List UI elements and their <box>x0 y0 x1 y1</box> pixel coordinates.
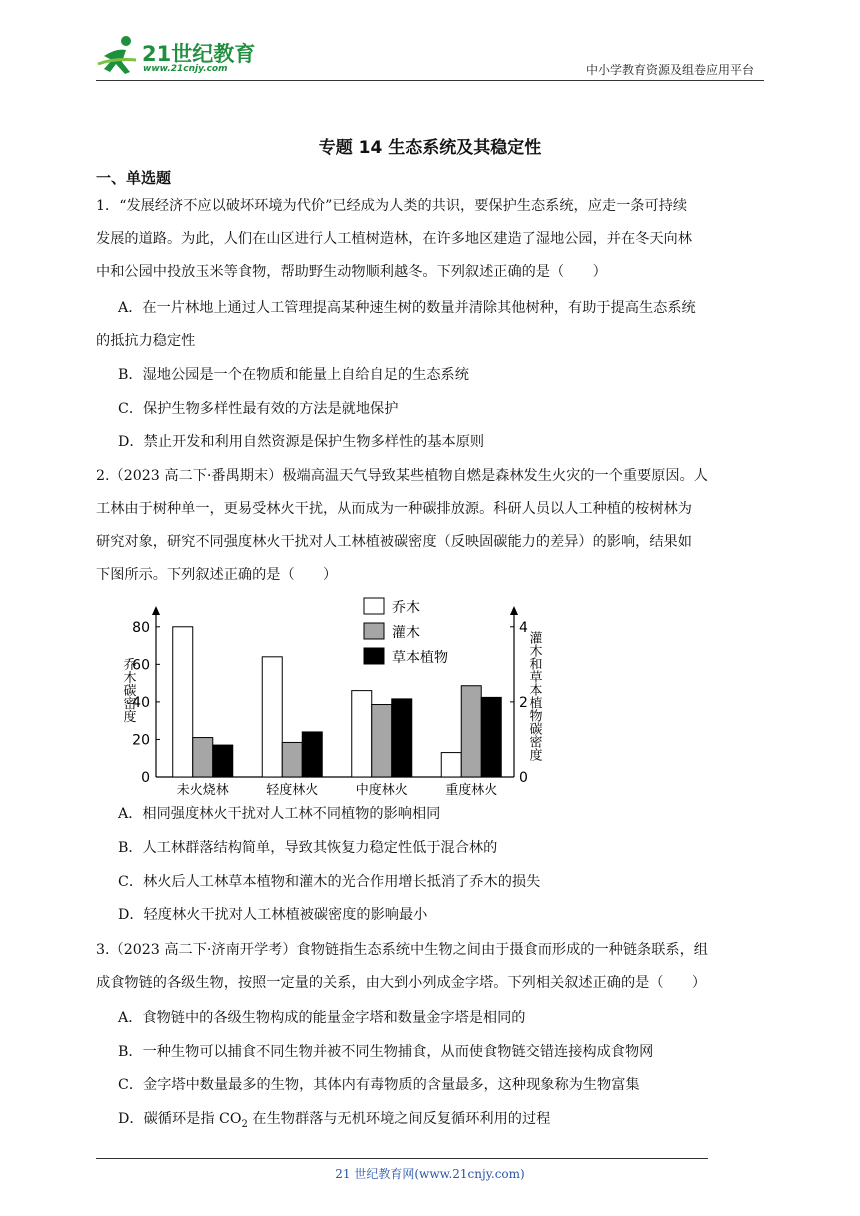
bar-3 <box>213 745 233 777</box>
q3-option-d <box>96 1103 764 1141</box>
q1-stem-line-3: 中和公园中投放玉米等食物，帮助野生动物顺利越冬。下列叙述正确的是（ ） <box>96 264 607 280</box>
q2-stem-line-3: 研究对象，研究不同强度林火干扰对人工林植被碳密度（反映固碳能力的差异）的影响，结果如 <box>96 534 692 550</box>
bar-3 <box>392 699 412 777</box>
q1-stem-line-2: 发展的道路。为此，人们在山区进行人工植树造林，在许多地区建造了湿地公园，并在冬天向林 <box>96 231 692 247</box>
platform-name: 中小学教育资源及组卷应用平台 <box>585 63 754 77</box>
y-axis-left-arrow <box>152 606 160 615</box>
y2-tick-label: 0 <box>519 770 528 786</box>
site-logo <box>96 34 266 80</box>
q2-stem-line-2: 工林由于树种单一，更易受林火干扰，从而成为一种碳排放源。科研人员以人工种植的桉树林为 <box>96 501 692 517</box>
bar-2 <box>282 742 302 777</box>
x-tick-label: 轻度林火 <box>266 783 319 798</box>
y-tick-label: 80 <box>132 619 150 636</box>
y-axis-right-arrow <box>510 606 518 615</box>
q3-stem-line-1: 3.（2023 高二下·济南开学考）食物链指生态系统中生物之间由于摄食而形成的一种链条联系，组 <box>96 942 708 958</box>
bar-1 <box>441 753 461 777</box>
legend-swatch <box>364 648 384 664</box>
q1-stem-line-1: 1．“发展经济不应以破坏环境为代价”已经成为人类的共识，要保护生态系统，应走一条可持续 <box>96 198 688 214</box>
runner-icon <box>96 34 140 76</box>
q3-option-c: C．金字塔中数量最多的生物，其体内有毒物质的含量最多，这种现象称为生物富集 <box>118 1077 640 1093</box>
q2-option-a: A．相同强度林火干扰对人工林不同植物的影响相同 <box>118 806 441 822</box>
q2-option-d: D．轻度林火干扰对人工林植被碳密度的影响最小 <box>118 907 428 923</box>
y-axis-label: 乔木碳密度 <box>120 657 136 723</box>
y-tick-label: 40 <box>132 694 150 711</box>
q1-option-d: D．禁止开发和利用自然资源是保护生物多样性的基本原则 <box>118 434 485 450</box>
bar-2 <box>461 686 481 777</box>
q2-option-b: B．人工林群落结构简单，导致其恢复力稳定性低于混合林的 <box>118 840 498 856</box>
q3-option-d-pre: D．碳循环是指 CO <box>118 1111 242 1127</box>
carbon-density-chart <box>118 596 542 802</box>
y2-tick-label: 4 <box>519 619 528 636</box>
legend-label: 草本植物 <box>392 650 448 666</box>
bar-3 <box>481 697 501 777</box>
bar-3 <box>302 732 322 777</box>
y-tick-label: 20 <box>132 732 150 749</box>
legend-swatch <box>364 598 384 614</box>
q3-stem-line-2: 成食物链的各级生物，按照一定量的关系，由大到小列成金字塔。下列相关叙述正确的是（ ） <box>96 975 707 991</box>
footer-divider <box>96 1158 708 1159</box>
q3-option-d-sub: 2 <box>241 1118 248 1130</box>
q2-stem-line-1: 2.（2023 高二下·番禺期末）极端高温天气导致某些植物自燃是森林发生火灾的一个重要原因。人 <box>96 468 708 484</box>
y2-axis-label: 灌木和草本植物碳密度 <box>526 631 542 761</box>
page-title: 专题 14 生态系统及其稳定性 <box>318 138 542 158</box>
logo-url: www.21cnjy.com <box>143 64 228 74</box>
q1-option-b: B．湿地公园是一个在物质和能量上自给自足的生态系统 <box>118 367 469 383</box>
q2-stem-line-4: 下图所示。下列叙述正确的是（ ） <box>96 567 338 583</box>
bar-2 <box>372 705 392 777</box>
y-tick-label: 60 <box>132 657 150 674</box>
y2-tick-label: 2 <box>519 694 528 711</box>
header-divider <box>96 80 764 81</box>
section-heading: 一、单选题 <box>96 169 172 187</box>
q1-option-c: C．保护生物多样性最有效的方法是就地保护 <box>118 401 399 417</box>
bar-1 <box>173 627 193 777</box>
x-tick-label: 未火烧林 <box>176 783 229 798</box>
x-tick-label: 中度林火 <box>355 783 408 798</box>
x-tick-label: 重度林火 <box>445 783 498 798</box>
bar-1 <box>262 657 282 777</box>
footer-text: 21 世纪教育网(www.21cnjy.com) <box>335 1167 525 1181</box>
q3-option-d-post: 在生物群落与无机环境之间反复循环利用的过程 <box>247 1111 551 1127</box>
q1-option-a: A．在一片林地上通过人工管理提高某种速生树的数量并清除其他树种，有助于提高生态系统 <box>118 300 696 316</box>
legend-label: 乔木 <box>392 600 420 616</box>
q2-option-c: C．林火后人工林草本植物和灌木的光合作用增长抵消了乔木的损失 <box>118 874 541 890</box>
legend-label: 灌木 <box>392 625 420 641</box>
legend-swatch <box>364 623 384 639</box>
q3-option-b: B．一种生物可以捕食不同生物并被不同生物捕食，从而使食物链交错连接构成食物网 <box>118 1044 654 1060</box>
y-tick-label: 0 <box>141 770 150 786</box>
bar-2 <box>193 738 213 777</box>
q1-option-a-cont: 的抵抗力稳定性 <box>96 333 196 349</box>
q3-option-a: A．食物链中的各级生物构成的能量金字塔和数量金字塔是相同的 <box>118 1010 526 1026</box>
logo-text: 21世纪教育 <box>142 42 256 66</box>
bar-1 <box>352 691 372 777</box>
